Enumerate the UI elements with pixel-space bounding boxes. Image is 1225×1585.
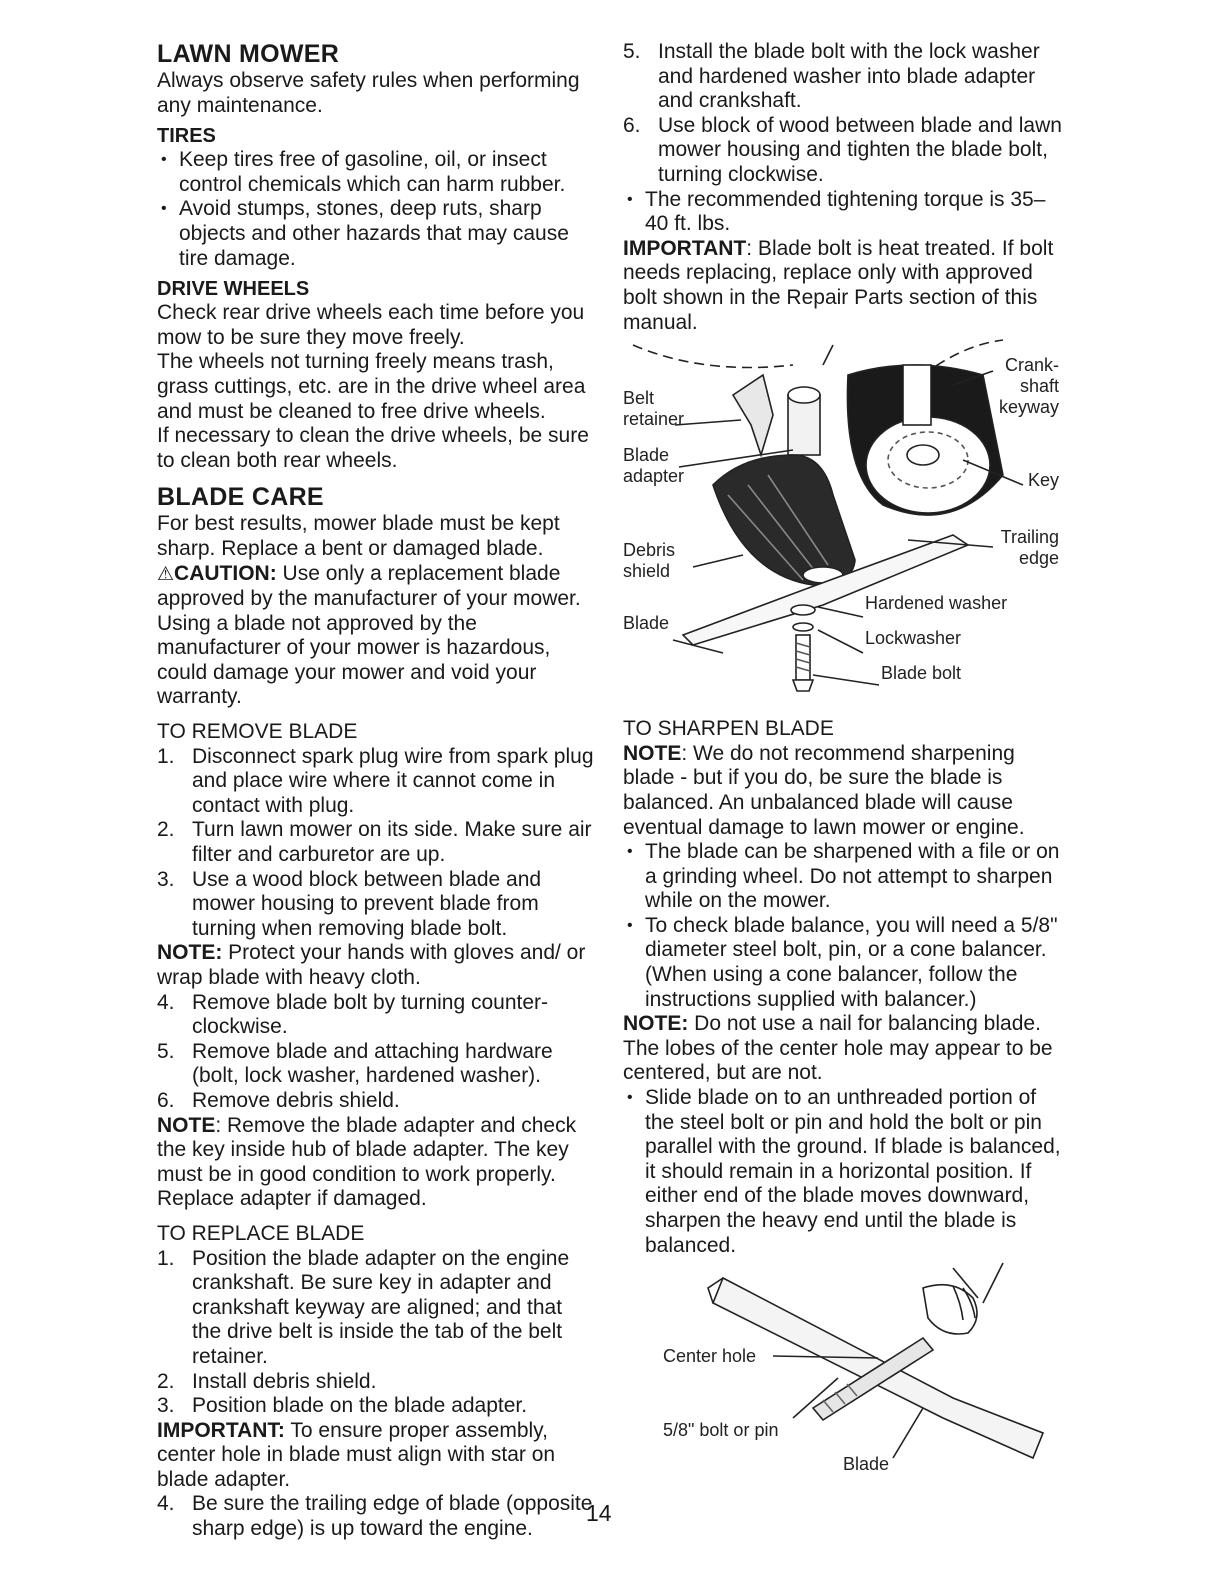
label-blade-bolt: Blade bolt [881,663,962,684]
caution-text: Use only a replacement blade approved by the manufacturer of your mower. Using a blade not approved by the manufacturer of your mower is hazardous, could damage your mower and void your warranty. [157,561,581,709]
important-center-hole: IMPORTANT: To ensure proper assembly, center hole in blade must align with star on blade adapter. [157,1418,556,1491]
warning-triangle-icon: ⚠ [157,563,175,585]
blade-assembly-illustration [623,335,1063,711]
blade-assembly-figure [623,335,1063,711]
label-bolt-or-pin: 5/8" bolt or pin [663,1420,779,1441]
sharpen-bullet: • The blade can be sharpened with a file or on a grinding wheel. Do not attempt to sharpen while on the mower. [623,840,1063,914]
replace-step: 6. Use block of wood between blade and lawn mower housing and tighten the blade bolt, turning clockwise. [623,113,1062,186]
label-blade: Blade [843,1454,890,1475]
tires-heading: TIRES [157,125,216,148]
blade-care-text: For best results, mower blade must be kept sharp. Replace a bent or damaged blade. [157,512,560,560]
replace-step: 2. Install debris shield. [157,1369,377,1393]
label-debris-shield: Debris shield [623,540,676,582]
drive-wheels-paragraph: Check rear drive wheels each time before you mow to be sure they move freely. [157,301,585,349]
label-trailing-edge: Trailing edge [1000,527,1059,569]
remove-step: 1. Disconnect spark plug wire from spark plug and place wire where it cannot come in contact with plug. [157,744,594,817]
label-center-hole: Center hole [663,1346,757,1367]
left-column [157,40,597,1542]
blade-care-heading: BLADE CARE [157,483,324,512]
drive-wheels-paragraph: The wheels not turning freely means trash, grass cuttings, etc. are in the drive wheel area and must be cleaned to free drive wheels. [157,350,586,423]
note-adapter-key: NOTE: Remove the blade adapter and check the key inside hub of blade adapter. The key must be in good condition to work properly. Replace adapter if damaged. [157,1113,577,1211]
replace-step: 1. Position the blade adapter on the engine crankshaft. Be sure key in adapter and crankshaft keyway are aligned; and that the drive belt is inside the tab of the belt retainer. [157,1246,570,1368]
page-number: 14 [586,1500,612,1526]
replace-step: 3. Position blade on the blade adapter. [157,1394,528,1418]
label-crankshaft-keyway: Crank- shaft keyway [998,355,1059,418]
lawn-mower-heading: LAWN MOWER [157,40,340,68]
label-hardened-washer: Hardened washer [865,593,1008,614]
label-belt-retainer: Belt retainer [623,388,685,430]
right-column [623,40,1063,1488]
drive-wheels-paragraph: If necessary to clean the drive wheels, be sure to clean both rear wheels. [157,424,589,472]
caution-label: CAUTION: [174,561,277,585]
torque-bullet: • The recommended tightening torque is 35–40 ft. lbs. [623,188,1063,237]
sharpen-blade-heading: TO SHARPEN BLADE [623,717,834,741]
label-key: Key [1027,470,1059,491]
remove-step: 5. Remove blade and attaching hardware (bolt, lock washer, hardened washer). [157,1039,553,1088]
note-nail: NOTE: Do not use a nail for balancing blade. The lobes of the center hole may appear to be centered, but are not. [623,1012,1053,1085]
sharpen-bullet: • To check blade balance, you will need a 5/8" diameter steel bolt, pin, or a cone balancer. (When using a cone balancer, follow the instructions supplied with balancer.) [623,914,1063,1012]
remove-blade-heading: TO REMOVE BLADE [157,720,358,744]
remove-step: 4. Remove blade bolt by turning counter-clockwise. [157,990,549,1039]
replace-step: 4. Be sure the trailing edge of blade (opposite sharp edge) is up toward the engine. [157,1492,593,1541]
note-sharpening: NOTE: We do not recommend sharpening blade - but if you do, be sure the blade is balanced. An unbalanced blade will cause eventual damage to lawn mower or engine. [623,741,1025,839]
drive-wheels-heading: DRIVE WHEELS [157,278,310,301]
tires-bullet: • Avoid stumps, stones, deep ruts, sharp objects and other hazards that may cause tire damage. [157,197,597,271]
blade-balance-figure [623,1258,1063,1488]
important-blade-bolt: IMPORTANT: Blade bolt is heat treated. If bolt needs replacing, replace only with approved bolt shown in the Repair Parts section of this manual. [623,236,1054,334]
replace-step: 5. Install the blade bolt with the lock washer and hardened washer into blade adapter and crankshaft. [623,40,1040,113]
slide-blade-bullet: • Slide blade on to an unthreaded portion of the steel bolt or pin and hold the bolt or pin parallel with the ground. If blade is balanced, it should remain in a horizontal position. If either end of the blade moves downward, sharpen the heavy end until the blade is balanced. [623,1086,1063,1258]
label-blade-adapter: Blade adapter [623,445,685,487]
remove-step: 2. Turn lawn mower on its side. Make sure air filter and carburetor are up. [157,818,592,867]
replace-blade-heading: TO REPLACE BLADE [157,1221,365,1245]
remove-step: 6. Remove debris shield. [157,1088,400,1112]
caution-paragraph [157,562,597,711]
label-lockwasher: Lockwasher [865,628,962,649]
lawn-mower-text: Always observe safety rules when performing any maintenance. [157,69,580,117]
remove-step: 3. Use a wood block between blade and mower housing to prevent blade from turning when removing blade bolt. [157,867,542,940]
label-blade: Blade [623,613,670,634]
tires-bullet: • Keep tires free of gasoline, oil, or insect control chemicals which can harm rubber. [157,148,597,197]
note-gloves: NOTE: Protect your hands with gloves and/ or wrap blade with heavy cloth. [157,941,586,989]
